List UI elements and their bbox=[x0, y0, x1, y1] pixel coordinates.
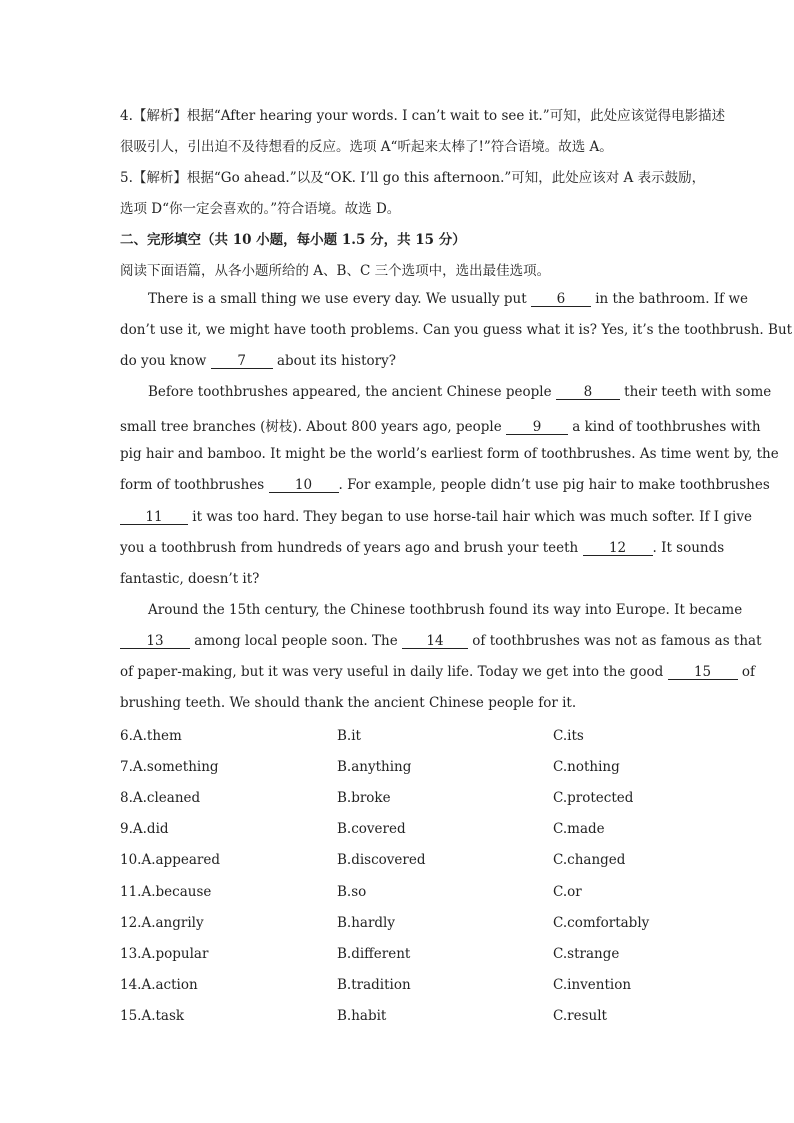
passage-line: pig hair and bamboo. It might be the world’s earliest form of toothbrushes. As time went by, the bbox=[120, 446, 779, 462]
passage-line bbox=[120, 353, 396, 369]
passage-line: don’t use it, we might have tooth problems. Can you guess what it is? Yes, it’s the toothbrush. But bbox=[120, 322, 793, 338]
option-a: 15.A.task bbox=[120, 1008, 185, 1024]
option-a: 11.A.because bbox=[120, 884, 212, 900]
blank-15: 15 bbox=[668, 665, 738, 680]
passage-line bbox=[120, 664, 755, 680]
blank-14: 14 bbox=[402, 634, 468, 649]
option-c: C.its bbox=[553, 728, 584, 744]
analysis-q4-line2: 很吸引人，引出迫不及待想看的反应。选项 A“听起来太棒了!”符合语境。故选 A。 bbox=[120, 139, 613, 155]
option-c: C.result bbox=[553, 1008, 607, 1024]
passage-line bbox=[120, 509, 752, 525]
option-a: 8.A.cleaned bbox=[120, 790, 201, 806]
passage-text: of bbox=[737, 664, 755, 680]
option-b: B.discovered bbox=[337, 852, 426, 868]
section-heading: 二、完形填空（共 10 小题，每小题 1.5 分，共 15 分） bbox=[120, 232, 466, 248]
passage-line bbox=[148, 384, 771, 400]
passage-text: small tree branches (树枝). About 800 years ago, people bbox=[120, 419, 506, 435]
passage-line bbox=[120, 415, 761, 435]
analysis-q5-line1: 5.【解析】根据“Go ahead.”以及“OK. I’ll go this afternoon.”可知，此处应该对 A 表示鼓励， bbox=[120, 170, 706, 186]
analysis-q4-line1: 4.【解析】根据“After hearing your words. I can’t wait to see it.”可知，此处应该觉得电影描述 bbox=[120, 108, 726, 124]
option-a: 9.A.did bbox=[120, 821, 169, 837]
option-a: 6.A.them bbox=[120, 728, 182, 744]
passage-text: . For example, people didn’t use pig hair to make toothbrushes bbox=[338, 477, 770, 493]
blank-9: 9 bbox=[506, 420, 568, 435]
passage-text: of paper-making, but it was very useful in daily life. Today we get into the good bbox=[120, 664, 668, 680]
blank-8: 8 bbox=[556, 385, 620, 400]
option-c: C.or bbox=[553, 884, 582, 900]
passage-text: it was too hard. They began to use horse-tail hair which was much softer. If I give bbox=[188, 509, 752, 525]
option-c: C.nothing bbox=[553, 759, 620, 775]
passage-line: fantastic, doesn’t it? bbox=[120, 571, 260, 587]
option-b: B.hardly bbox=[337, 915, 395, 931]
option-b: B.it bbox=[337, 728, 361, 744]
passage-text: their teeth with some bbox=[619, 384, 772, 400]
passage-text: in the bathroom. If we bbox=[590, 291, 748, 307]
option-c: C.comfortably bbox=[553, 915, 650, 931]
passage-text: There is a small thing we use every day. We usually put bbox=[148, 291, 531, 307]
option-b: B.broke bbox=[337, 790, 391, 806]
blank-10: 10 bbox=[269, 478, 339, 493]
option-a: 7.A.something bbox=[120, 759, 219, 775]
section-instruction: 阅读下面语篇，从各小题所给的 A、B、C 三个选项中，选出最佳选项。 bbox=[120, 263, 551, 279]
option-b: B.so bbox=[337, 884, 367, 900]
passage-text: about its history? bbox=[272, 353, 396, 369]
passage-text: form of toothbrushes bbox=[120, 477, 269, 493]
passage-text: you a toothbrush from hundreds of years ago and brush your teeth bbox=[120, 540, 583, 556]
option-b: B.anything bbox=[337, 759, 412, 775]
passage-text: . It sounds bbox=[652, 540, 725, 556]
passage-text: Before toothbrushes appeared, the ancient Chinese people bbox=[148, 384, 556, 400]
option-a: 12.A.angrily bbox=[120, 915, 204, 931]
option-b: B.tradition bbox=[337, 977, 411, 993]
passage-line bbox=[148, 291, 748, 307]
option-b: B.habit bbox=[337, 1008, 387, 1024]
option-a: 10.A.appeared bbox=[120, 852, 220, 868]
passage-line bbox=[120, 540, 724, 556]
passage-line: Around the 15th century, the Chinese toothbrush found its way into Europe. It became bbox=[148, 602, 743, 618]
option-a: 14.A.action bbox=[120, 977, 198, 993]
blank-7: 7 bbox=[211, 354, 273, 369]
passage-text: among local people soon. The bbox=[190, 633, 402, 649]
passage-line bbox=[120, 633, 762, 649]
analysis-q5-line2: 选项 D“你一定会喜欢的。”符合语境。故选 D。 bbox=[120, 201, 401, 217]
option-c: C.made bbox=[553, 821, 605, 837]
option-c: C.changed bbox=[553, 852, 626, 868]
passage-text: do you know bbox=[120, 353, 211, 369]
blank-13: 13 bbox=[120, 634, 190, 649]
option-c: C.invention bbox=[553, 977, 632, 993]
passage-text: a kind of toothbrushes with bbox=[568, 419, 761, 435]
option-b: B.different bbox=[337, 946, 411, 962]
passage-line: brushing teeth. We should thank the ancient Chinese people for it. bbox=[120, 695, 577, 711]
blank-11: 11 bbox=[120, 510, 188, 525]
option-b: B.covered bbox=[337, 821, 406, 837]
option-a: 13.A.popular bbox=[120, 946, 209, 962]
passage-line bbox=[120, 477, 770, 493]
option-c: C.protected bbox=[553, 790, 634, 806]
option-c: C.strange bbox=[553, 946, 620, 962]
blank-12: 12 bbox=[583, 541, 653, 556]
passage-text: of toothbrushes was not as famous as that bbox=[468, 633, 762, 649]
blank-6: 6 bbox=[531, 292, 591, 307]
